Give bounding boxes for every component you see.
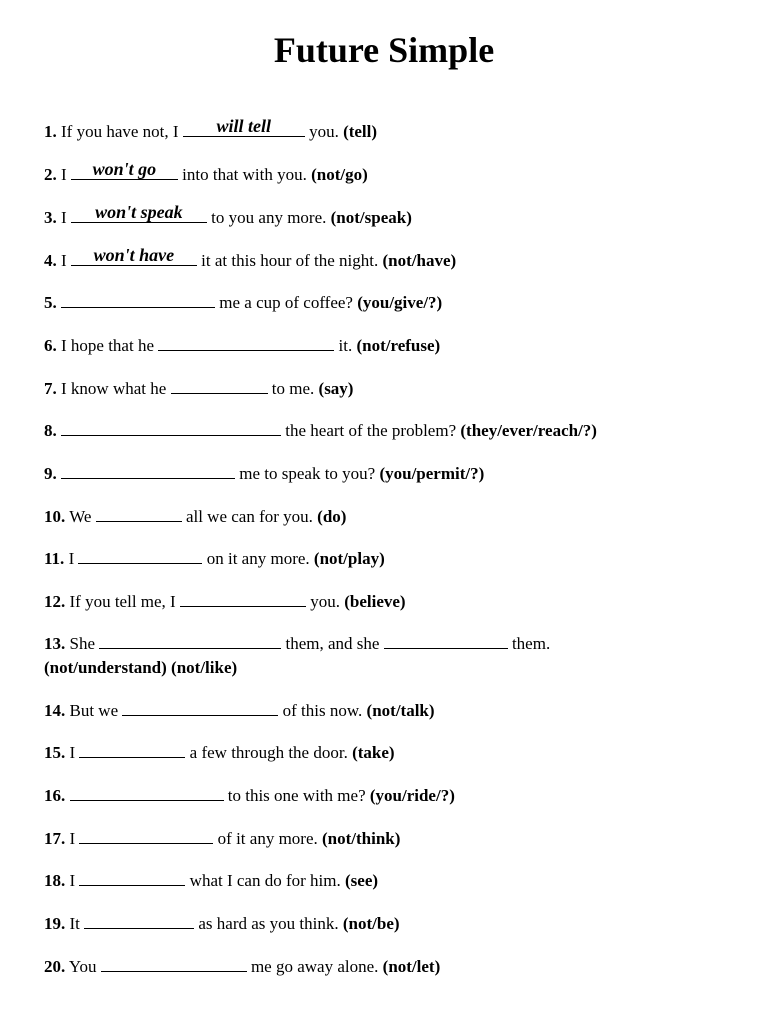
item-number: 5. xyxy=(44,293,57,312)
item-text-before: She xyxy=(69,634,100,653)
item-number: 18. xyxy=(44,871,66,890)
item-text-after: the heart of the problem? xyxy=(281,421,457,440)
answer-text: won't have xyxy=(93,245,175,265)
exercise-item-1 xyxy=(44,116,744,144)
item-text-before: I hope that he xyxy=(61,336,159,355)
verb-hint: (not/refuse) xyxy=(356,336,441,355)
item-text-after-2: them. xyxy=(507,634,551,653)
item-text-before: If you have not, I xyxy=(61,122,183,141)
exercise-item-2 xyxy=(44,159,744,187)
exercise-item-14 xyxy=(44,699,744,723)
verb-hint: (not/speak) xyxy=(330,208,412,227)
item-text-after: into that with you. xyxy=(177,165,307,184)
exercise-item-11 xyxy=(44,547,744,571)
item-text-before: I xyxy=(61,251,71,270)
item-text-after: them, and she xyxy=(281,634,384,653)
verb-hint: (believe) xyxy=(344,592,406,611)
item-text-before: I xyxy=(69,829,80,848)
verb-hint: (not/have) xyxy=(382,251,457,270)
item-number: 19. xyxy=(44,914,66,933)
verb-hint: (not/let) xyxy=(382,957,441,976)
answer-blank[interactable] xyxy=(171,377,268,394)
exercise-item-19 xyxy=(44,912,744,936)
answer-blank[interactable] xyxy=(79,741,185,758)
item-text-after: what I can do for him. xyxy=(185,871,341,890)
item-number: 16. xyxy=(44,786,66,805)
answer-blank[interactable] xyxy=(99,632,281,649)
verb-hint: (tell) xyxy=(343,122,378,141)
item-text-before: I xyxy=(61,208,71,227)
answer-blank[interactable] xyxy=(79,827,213,844)
exercise-item-15 xyxy=(44,741,744,765)
item-number: 7. xyxy=(44,379,57,398)
answer-blank[interactable] xyxy=(101,955,247,972)
item-text-before: I know what he xyxy=(61,379,171,398)
exercise-item-7 xyxy=(44,377,744,401)
verb-hint: (they/ever/reach/?) xyxy=(460,421,597,440)
answer-blank[interactable] xyxy=(70,784,224,801)
verb-hint: (not/understand) (not/like) xyxy=(44,658,238,677)
item-number: 4. xyxy=(44,251,57,270)
exercise-item-17 xyxy=(44,827,744,851)
verb-hint: (not/go) xyxy=(311,165,368,184)
verb-hint: (do) xyxy=(317,507,347,526)
item-text-after: as hard as you think. xyxy=(194,914,339,933)
item-number: 12. xyxy=(44,592,66,611)
item-text-after: me go away alone. xyxy=(246,957,379,976)
verb-hint: (not/talk) xyxy=(366,701,435,720)
item-text-after: you. xyxy=(304,122,339,141)
verb-hint: (see) xyxy=(345,871,379,890)
item-text-before: I xyxy=(69,871,80,890)
item-text-after: to you any more. xyxy=(206,208,327,227)
answer-blank[interactable] xyxy=(96,505,182,522)
item-number: 1. xyxy=(44,122,57,141)
item-number: 14. xyxy=(44,701,66,720)
exercise-item-10 xyxy=(44,505,744,529)
verb-hint: (you/give/?) xyxy=(357,293,443,312)
answer-blank[interactable] xyxy=(71,202,207,223)
exercise-item-13 xyxy=(44,632,744,680)
item-text-after: it at this hour of the night. xyxy=(196,251,379,270)
item-text-before: I xyxy=(69,743,80,762)
answer-blank[interactable] xyxy=(71,159,178,180)
item-text-after: you. xyxy=(305,592,340,611)
verb-hint: (say) xyxy=(318,379,354,398)
item-text-before: It xyxy=(69,914,85,933)
item-text-before: I xyxy=(61,165,71,184)
exercise-item-8 xyxy=(44,419,744,443)
exercise-item-9 xyxy=(44,462,744,486)
answer-blank[interactable] xyxy=(61,419,281,436)
item-number: 8. xyxy=(44,421,57,440)
answer-blank[interactable] xyxy=(61,462,235,479)
item-text-before: If you tell me, I xyxy=(69,592,180,611)
item-text-before: But we xyxy=(69,701,123,720)
item-text-before: We xyxy=(69,507,96,526)
item-number: 10. xyxy=(44,507,66,526)
item-text-after: me a cup of coffee? xyxy=(215,293,353,312)
exercise-item-4 xyxy=(44,245,744,273)
item-text-after: of it any more. xyxy=(213,829,318,848)
exercise-item-20 xyxy=(44,955,744,979)
answer-blank[interactable] xyxy=(158,334,334,351)
verb-hint: (take) xyxy=(352,743,395,762)
exercise-item-18 xyxy=(44,869,744,893)
exercise-item-6 xyxy=(44,334,744,358)
item-number: 17. xyxy=(44,829,66,848)
item-text-after: on it any more. xyxy=(202,549,310,568)
item-number: 6. xyxy=(44,336,57,355)
exercise-item-5 xyxy=(44,291,744,315)
answer-text: won't go xyxy=(92,159,157,179)
answer-blank[interactable] xyxy=(79,869,185,886)
answer-blank[interactable] xyxy=(180,590,306,607)
answer-text: will tell xyxy=(216,116,272,136)
item-number: 9. xyxy=(44,464,57,483)
verb-hint: (you/permit/?) xyxy=(379,464,485,483)
item-text-before: You xyxy=(68,957,101,976)
item-number: 15. xyxy=(44,743,66,762)
item-number: 20. xyxy=(44,957,66,976)
answer-blank[interactable] xyxy=(183,116,305,137)
answer-blank[interactable] xyxy=(61,291,215,308)
exercise-item-16 xyxy=(44,784,744,808)
item-text-after: to this one with me? xyxy=(223,786,366,805)
answer-blank[interactable] xyxy=(78,547,202,564)
answer-blank[interactable] xyxy=(122,699,278,716)
item-text-after: to me. xyxy=(267,379,315,398)
exercise-item-3 xyxy=(44,202,744,230)
answer-blank[interactable] xyxy=(71,245,197,266)
verb-hint: (not/think) xyxy=(322,829,401,848)
answer-blank-2[interactable] xyxy=(384,632,508,649)
item-number: 3. xyxy=(44,208,57,227)
exercise-item-12 xyxy=(44,590,744,614)
item-text-after: it. xyxy=(334,336,353,355)
answer-text: won't speak xyxy=(95,202,183,222)
verb-hint: (not/play) xyxy=(313,549,385,568)
item-text-after: a few through the door. xyxy=(185,743,348,762)
item-text-before: I xyxy=(68,549,79,568)
item-number: 11. xyxy=(44,549,65,568)
item-text-after: me to speak to you? xyxy=(235,464,376,483)
worksheet-title: Future Simple xyxy=(273,30,495,70)
answer-blank[interactable] xyxy=(84,912,194,929)
item-number: 2. xyxy=(44,165,57,184)
item-text-after: of this now. xyxy=(278,701,363,720)
item-text-after: all we can for you. xyxy=(181,507,313,526)
verb-hint: (you/ride/?) xyxy=(369,786,455,805)
item-number: 13. xyxy=(44,634,66,653)
verb-hint: (not/be) xyxy=(342,914,400,933)
